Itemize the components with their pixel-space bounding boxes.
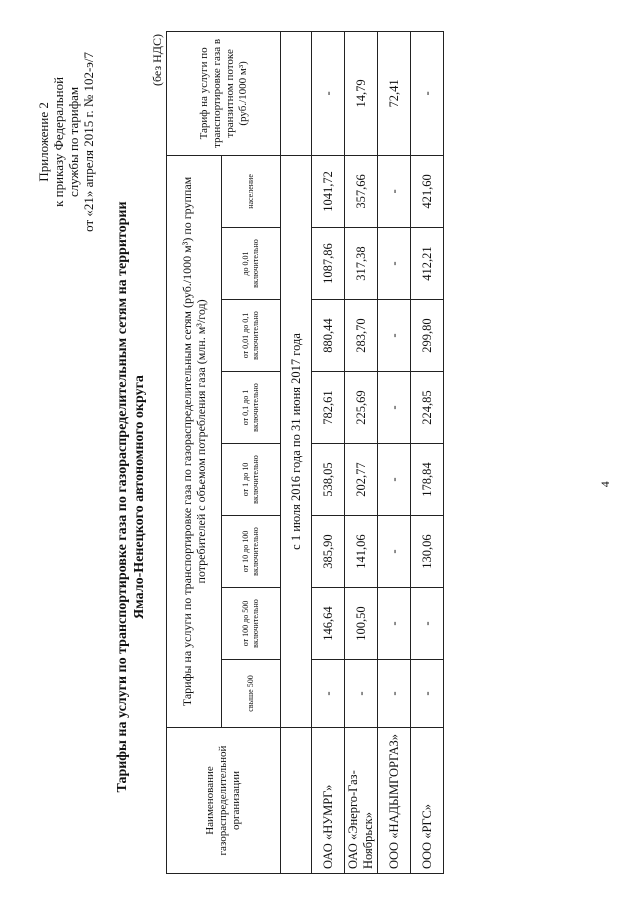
tariff-cell: - xyxy=(345,660,378,728)
period-spacer xyxy=(281,728,312,874)
tariff-cell: 782,61 xyxy=(312,372,345,444)
transit-cell: - xyxy=(312,31,345,155)
tariff-cell: 283,70 xyxy=(345,300,378,372)
tariff-cell: 225,69 xyxy=(345,372,378,444)
appendix-line: службы по тарифам xyxy=(66,86,81,198)
tariff-cell: - xyxy=(411,588,444,660)
tariff-cell: - xyxy=(378,228,411,300)
tariff-cell: 178,84 xyxy=(411,444,444,516)
header-group: свыше 500 xyxy=(222,660,281,728)
tariff-cell: 317,38 xyxy=(345,228,378,300)
tariff-cell: - xyxy=(378,660,411,728)
period-row: с 1 июля 2016 года по 31 июня 2017 года xyxy=(281,155,312,727)
org-name: ООО «НАДЫМГОРГАЗ» xyxy=(378,728,411,874)
header-group: до 0,01 включительно xyxy=(222,228,281,300)
period-spacer xyxy=(281,31,312,155)
tariff-cell: - xyxy=(378,588,411,660)
tariff-cell: 202,77 xyxy=(345,444,378,516)
tariff-cell: 385,90 xyxy=(312,516,345,588)
tariff-cell: 130,06 xyxy=(411,516,444,588)
org-name: ОАО «НУМРГ» xyxy=(312,728,345,874)
tariff-cell: 224,85 xyxy=(411,372,444,444)
table-row xyxy=(378,31,411,873)
table-row xyxy=(312,31,345,873)
header-group: от 1 до 10 включительно xyxy=(222,444,281,516)
header-organization: Наименование газораспределительной организации xyxy=(167,728,281,874)
header-group: от 100 до 500 включительно xyxy=(222,588,281,660)
org-name: ОАО «Энерго-Газ-Ноябрьск» xyxy=(345,728,378,874)
table-row xyxy=(345,31,378,873)
title-line: Тарифы на услуги по транспортировке газа по газораспределительным сетям на территории xyxy=(115,201,130,793)
appendix-block xyxy=(36,52,96,232)
tariff-cell: - xyxy=(378,444,411,516)
transit-cell: 14,79 xyxy=(345,31,378,155)
tariff-cell: - xyxy=(378,372,411,444)
tariff-cell: 1087,86 xyxy=(312,228,345,300)
header-transit: Тариф на услуги по транспортировке газа в транзитном потоке (руб./1000 м³) xyxy=(167,31,281,155)
tariff-cell: 880,44 xyxy=(312,300,345,372)
tariff-cell: 1041,72 xyxy=(312,155,345,227)
header-group: от 10 до 100 включительно xyxy=(222,516,281,588)
tariff-table xyxy=(166,31,444,874)
tariff-cell: 538,05 xyxy=(312,444,345,516)
tariff-cell: 357,66 xyxy=(345,155,378,227)
tariff-cell: - xyxy=(378,300,411,372)
tariff-cell: 412,21 xyxy=(411,228,444,300)
tariff-cell: - xyxy=(378,516,411,588)
tariff-cell: 299,80 xyxy=(411,300,444,372)
rotated-page xyxy=(10,12,630,892)
document-title xyxy=(114,162,148,832)
transit-cell: - xyxy=(411,31,444,155)
table-row xyxy=(411,31,444,873)
org-name: ООО «РГС» xyxy=(411,728,444,874)
header-tariffs: Тарифы на услуги по транспортировке газа по газораспределительным сетям (руб./1000 м³) по группам потребителей с объемом потребления газа (млн. м³/год) xyxy=(167,155,222,727)
header-group: от 0,1 до 1 включительно xyxy=(222,372,281,444)
vat-note: (без НДС) xyxy=(150,34,164,87)
page-number: 4 xyxy=(598,481,612,488)
tariff-cell: 421,60 xyxy=(411,155,444,227)
transit-cell: 72,41 xyxy=(378,31,411,155)
tariff-cell: 146,64 xyxy=(312,588,345,660)
header-group: население xyxy=(222,155,281,227)
tariff-cell: - xyxy=(312,660,345,728)
tariff-cell: - xyxy=(411,660,444,728)
appendix-line: к приказу Федеральной xyxy=(51,76,66,207)
tariff-cell: 141,06 xyxy=(345,516,378,588)
appendix-line: Приложение 2 xyxy=(36,102,51,182)
tariff-cell: - xyxy=(378,155,411,227)
appendix-line: от «21» апреля 2015 г. № 102-э/7 xyxy=(81,52,96,232)
header-group: от 0,01 до 0,1 включительно xyxy=(222,300,281,372)
tariff-cell: 100,50 xyxy=(345,588,378,660)
title-line: Ямало-Ненецкого автономного округа xyxy=(132,375,147,619)
